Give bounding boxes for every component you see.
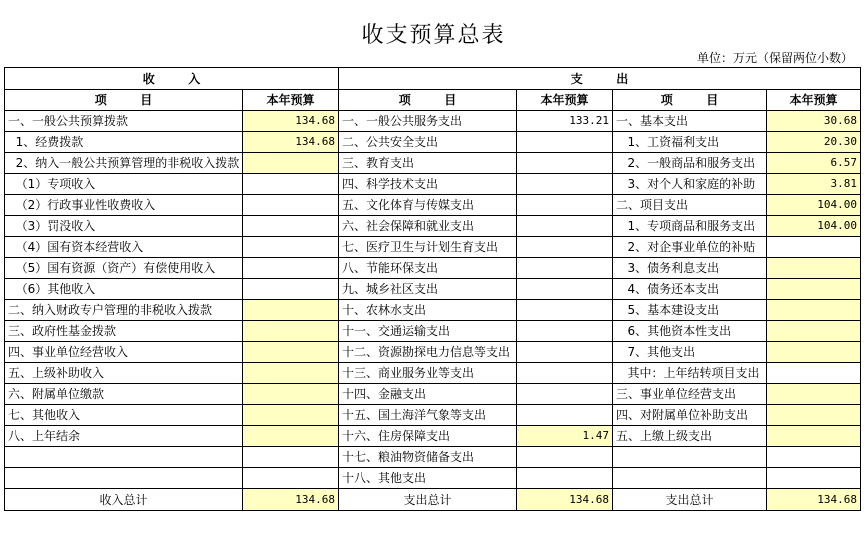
expense-header: 支 出 <box>339 68 861 90</box>
table-row <box>5 342 861 363</box>
expense-func-item-cell: 十一、交通运输支出 <box>339 321 517 342</box>
income-value-cell <box>243 258 339 279</box>
table-row <box>5 447 861 468</box>
expense-econ-item-cell: 2、对企事业单位的补贴 <box>613 237 767 258</box>
expense-func-item-header: 项 目 <box>339 90 517 111</box>
income-header: 收 入 <box>5 68 339 90</box>
expense-func-item-cell: 九、城乡社区支出 <box>339 279 517 300</box>
expense-func-value-cell <box>517 363 613 384</box>
expense-econ-item-cell: 一、基本支出 <box>613 111 767 132</box>
expense-econ-item-header: 项 目 <box>613 90 767 111</box>
expense-econ-value-cell <box>767 363 861 384</box>
expense-func-value-cell <box>517 258 613 279</box>
income-value-cell <box>243 405 339 426</box>
expense-func-value-cell <box>517 384 613 405</box>
income-item-cell: （3）罚没收入 <box>5 216 243 237</box>
expense-func-value-cell: 133.21 <box>517 111 613 132</box>
expense-func-value-cell <box>517 279 613 300</box>
expense-func-value-cell <box>517 447 613 468</box>
expense-func-item-cell: 十四、金融支出 <box>339 384 517 405</box>
expense-func-item-cell: 七、医疗卫生与计划生育支出 <box>339 237 517 258</box>
income-value-cell <box>243 321 339 342</box>
expense-econ-item-cell: 1、工资福利支出 <box>613 132 767 153</box>
expense-econ-value-cell <box>767 468 861 489</box>
expense-econ-item-cell: 五、上缴上级支出 <box>613 426 767 447</box>
expense-func-value-cell <box>517 153 613 174</box>
expense-econ-item-cell: 二、项目支出 <box>613 195 767 216</box>
income-value-cell <box>243 195 339 216</box>
table-row <box>5 258 861 279</box>
expense-econ-item-cell: 1、专项商品和服务支出 <box>613 216 767 237</box>
income-item-cell: 七、其他收入 <box>5 405 243 426</box>
expense-econ-item-cell: 3、对个人和家庭的补助 <box>613 174 767 195</box>
expense-func-item-cell: 十七、粮油物资储备支出 <box>339 447 517 468</box>
expense-econ-item-cell: 6、其他资本性支出 <box>613 321 767 342</box>
table-row <box>5 237 861 258</box>
income-value-cell <box>243 468 339 489</box>
expense-func-item-cell: 三、教育支出 <box>339 153 517 174</box>
expense-econ-value-cell: 3.81 <box>767 174 861 195</box>
expense-econ-item-cell: 三、事业单位经营支出 <box>613 384 767 405</box>
expense-func-value-cell <box>517 405 613 426</box>
income-value-cell <box>243 426 339 447</box>
income-item-cell: 一、一般公共预算拨款 <box>5 111 243 132</box>
table-row <box>5 300 861 321</box>
income-value-cell <box>243 174 339 195</box>
expense-func-value-cell <box>517 342 613 363</box>
expense-econ-value-cell: 104.00 <box>767 216 861 237</box>
expense-econ-budget-header: 本年预算 <box>767 90 861 111</box>
income-item-cell: 三、政府性基金拨款 <box>5 321 243 342</box>
expense-econ-value-cell <box>767 342 861 363</box>
expense-total-value: 134.68 <box>517 489 613 511</box>
expense-econ-item-cell: 3、债务利息支出 <box>613 258 767 279</box>
expense-func-item-cell: 四、科学技术支出 <box>339 174 517 195</box>
expense-econ-item-cell: 4、债务还本支出 <box>613 279 767 300</box>
income-budget-header: 本年预算 <box>243 90 339 111</box>
table-row <box>5 468 861 489</box>
expense-func-value-cell <box>517 468 613 489</box>
table-row <box>5 384 861 405</box>
unit-note: 单位：万元（保留两位小数） <box>696 51 853 65</box>
budget-table <box>4 67 861 511</box>
expense-func-value-cell <box>517 174 613 195</box>
income-item-cell: 六、附属单位缴款 <box>5 384 243 405</box>
income-value-cell: 134.68 <box>243 111 339 132</box>
expense-econ-value-cell: 30.68 <box>767 111 861 132</box>
income-total-label: 收入总计 <box>5 489 243 511</box>
expense-econ-value-cell <box>767 384 861 405</box>
expense-econ-value-cell <box>767 300 861 321</box>
expense-func-item-cell: 五、文化体育与传媒支出 <box>339 195 517 216</box>
expense-econ-value-cell: 20.30 <box>767 132 861 153</box>
expense-func-value-cell: 1.47 <box>517 426 613 447</box>
expense-func-value-cell <box>517 237 613 258</box>
table-row <box>5 174 861 195</box>
income-value-cell <box>243 300 339 321</box>
expense-func-item-cell: 二、公共安全支出 <box>339 132 517 153</box>
totals-row <box>5 489 861 511</box>
expense-econ-value-cell <box>767 258 861 279</box>
expense2-total-value: 134.68 <box>767 489 861 511</box>
income-item-cell: （6）其他收入 <box>5 279 243 300</box>
income-item-cell: 二、纳入财政专户管理的非税收入拨款 <box>5 300 243 321</box>
income-value-cell <box>243 237 339 258</box>
expense-econ-item-cell: 5、基本建设支出 <box>613 300 767 321</box>
expense-func-value-cell <box>517 132 613 153</box>
expense-econ-value-cell: 6.57 <box>767 153 861 174</box>
income-item-cell: （5）国有资源（资产）有偿使用收入 <box>5 258 243 279</box>
income-value-cell <box>243 279 339 300</box>
expense-econ-item-cell <box>613 468 767 489</box>
expense-func-item-cell: 八、节能环保支出 <box>339 258 517 279</box>
expense-func-item-cell: 六、社会保障和就业支出 <box>339 216 517 237</box>
expense-econ-value-cell <box>767 426 861 447</box>
page-title: 收支预算总表 <box>361 23 506 48</box>
expense-econ-value-cell <box>767 279 861 300</box>
income-item-cell: 1、经费拨款 <box>5 132 243 153</box>
income-item-cell: 五、上级补助收入 <box>5 363 243 384</box>
expense-func-item-cell: 一、一般公共服务支出 <box>339 111 517 132</box>
expense-func-item-cell: 十二、资源勘探电力信息等支出 <box>339 342 517 363</box>
table-row <box>5 321 861 342</box>
table-body <box>5 111 861 489</box>
income-item-cell: （2）行政事业性收费收入 <box>5 195 243 216</box>
expense-func-value-cell <box>517 216 613 237</box>
income-item-cell: 八、上年结余 <box>5 426 243 447</box>
expense-econ-item-cell: 2、一般商品和服务支出 <box>613 153 767 174</box>
expense-func-item-cell: 十三、商业服务业等支出 <box>339 363 517 384</box>
expense-econ-value-cell: 104.00 <box>767 195 861 216</box>
income-value-cell <box>243 384 339 405</box>
expense-econ-item-cell: 四、对附属单位补助支出 <box>613 405 767 426</box>
income-item-cell: （4）国有资本经营收入 <box>5 237 243 258</box>
income-value-cell <box>243 447 339 468</box>
expense-func-value-cell <box>517 195 613 216</box>
income-item-cell: 2、纳入一般公共预算管理的非税收入拨款 <box>5 153 243 174</box>
expense-func-item-cell: 十六、住房保障支出 <box>339 426 517 447</box>
expense-econ-item-cell <box>613 447 767 468</box>
expense-func-item-cell: 十五、国土海洋气象等支出 <box>339 405 517 426</box>
expense-func-item-cell: 十、农林水支出 <box>339 300 517 321</box>
income-total-value: 134.68 <box>243 489 339 511</box>
expense2-total-label: 支出总计 <box>613 489 767 511</box>
expense-econ-value-cell <box>767 321 861 342</box>
table-row <box>5 279 861 300</box>
income-value-cell <box>243 342 339 363</box>
income-value-cell <box>243 216 339 237</box>
expense-econ-value-cell <box>767 405 861 426</box>
expense-econ-value-cell <box>767 237 861 258</box>
table-row <box>5 426 861 447</box>
income-value-cell <box>243 153 339 174</box>
income-value-cell <box>243 363 339 384</box>
income-item-cell <box>5 447 243 468</box>
expense-func-value-cell <box>517 300 613 321</box>
expense-func-item-cell: 十八、其他支出 <box>339 468 517 489</box>
expense-econ-item-cell: 7、其他支出 <box>613 342 767 363</box>
income-item-cell <box>5 468 243 489</box>
income-item-cell: （1）专项收入 <box>5 174 243 195</box>
income-item-header: 项 目 <box>5 90 243 111</box>
expense-func-budget-header: 本年预算 <box>517 90 613 111</box>
expense-econ-item-cell: 其中：上年结转项目支出 <box>613 363 767 384</box>
table-row <box>5 405 861 426</box>
income-value-cell: 134.68 <box>243 132 339 153</box>
expense-func-value-cell <box>517 321 613 342</box>
table-row <box>5 153 861 174</box>
table-row <box>5 195 861 216</box>
table-row <box>5 111 861 132</box>
expense-total-label: 支出总计 <box>339 489 517 511</box>
table-row <box>5 216 861 237</box>
expense-econ-value-cell <box>767 447 861 468</box>
table-row <box>5 363 861 384</box>
income-item-cell: 四、事业单位经营收入 <box>5 342 243 363</box>
table-row <box>5 132 861 153</box>
